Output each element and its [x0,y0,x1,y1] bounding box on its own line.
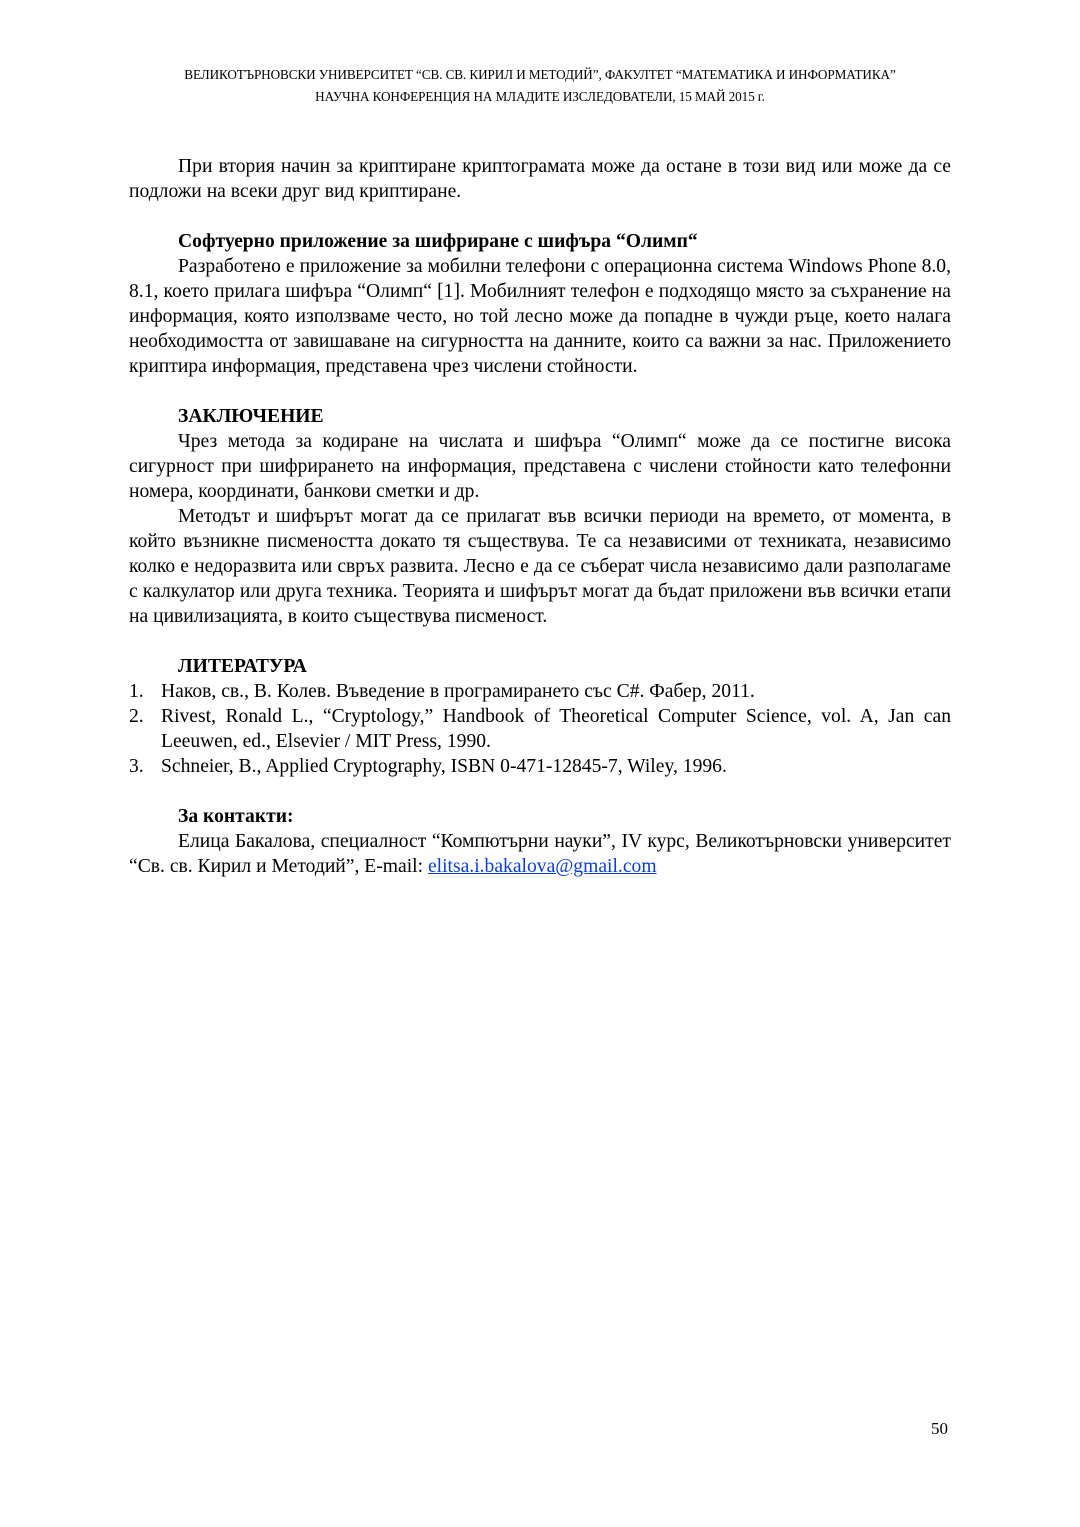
reference-item [129,679,951,704]
contacts-heading: За контакти: [178,806,294,827]
intro-paragraph: При втория начин за криптиране криптограмата може да остане в този вид или може да се подложи на всеки друг вид криптиране. [129,156,951,202]
conclusion-paragraph-1: Чрез метода за кодиране на числата и шифъра “Олимп“ може да се постигне висока сигурност при шифрирането на информация, представена с числени стойности като телефонни номера, координати, банкови сметки и др. [129,431,951,502]
reference-item [129,754,951,779]
reference-item [129,704,951,754]
app-section-heading: Софтуерно приложение за шифриране с шифъра “Олимп“ [178,231,698,252]
reference-number: 3. [129,756,144,777]
page-number: 50 [931,1419,948,1438]
reference-number: 2. [129,706,144,727]
reference-text: Наков, св., В. Колев. Въведение в програмирането със C#. Фабер, 2011. [161,681,755,702]
spacer [129,379,951,404]
reference-text: Rivest, Ronald L., “Cryptology,” Handbook of Theoretical Computer Science, vol. A, Jan can Leeuwen, ed., Elsevier / MIT Press, 1990. [161,706,951,752]
contacts-paragraph [129,829,951,879]
email-link[interactable]: elitsa.i.bakalova@gmail.com [427,856,657,877]
reference-text: Schneier, B., Applied Cryptography, ISBN 0-471-12845-7, Wiley, 1996. [161,756,727,777]
header-conference-line: НАУЧНА КОНФЕРЕНЦИЯ НА МЛАДИТЕ ИЗСЛЕДОВАТЕЛИ, 15 МАЙ 2015 г. [315,89,765,104]
spacer [129,629,951,654]
contacts-text: Елица Бакалова, специалност “Компютърни науки”, IV курс, Великотърновски университет “Св. св. Кирил и Методий”, E-mail: [129,831,951,877]
references-heading: ЛИТЕРАТУРА [178,656,307,677]
reference-number: 1. [129,681,144,702]
spacer [129,779,951,804]
header-university-line: ВЕЛИКОТЪРНОВСКИ УНИВЕРСИТЕТ “СВ. СВ. КИРИЛ И МЕТОДИЙ”, ФАКУЛТЕТ “МАТЕМАТИКА И ИНФОРМАТИКА” [184,67,896,82]
conclusion-heading: ЗАКЛЮЧЕНИЕ [178,406,324,427]
page-header [0,64,1080,108]
app-section-paragraph: Разработено е приложение за мобилни телефони с операционна система Windows Phone 8.0, 8.1, което прилага шифъра “Олимп“ [1]. Мобилният телефон е подходящо място за съхранение на информация, която използваме често, но той лесно може да попадне в чужди ръце, което налага необходимостта от завишаване на сигурността на данните, които са важни за нас. Приложението криптира информация, представена чрез числени стойности. [129,256,951,377]
page-content [129,154,951,879]
conclusion-paragraph-2: Методът и шифърът могат да се прилагат във всички периоди на времето, от момента, в който възникне писмеността докато тя съществува. Те са независими от техниката, независимо колко е недоразвита или свръх развита. Лесно е да се съберат числа независимо дали разполагаме с калкулатор или друга техника. Теорията и шифърът могат да бъдат приложени във всички етапи на цивилизацията, в които съществува писменост. [129,506,951,627]
spacer [129,204,951,229]
references-list [129,679,951,779]
